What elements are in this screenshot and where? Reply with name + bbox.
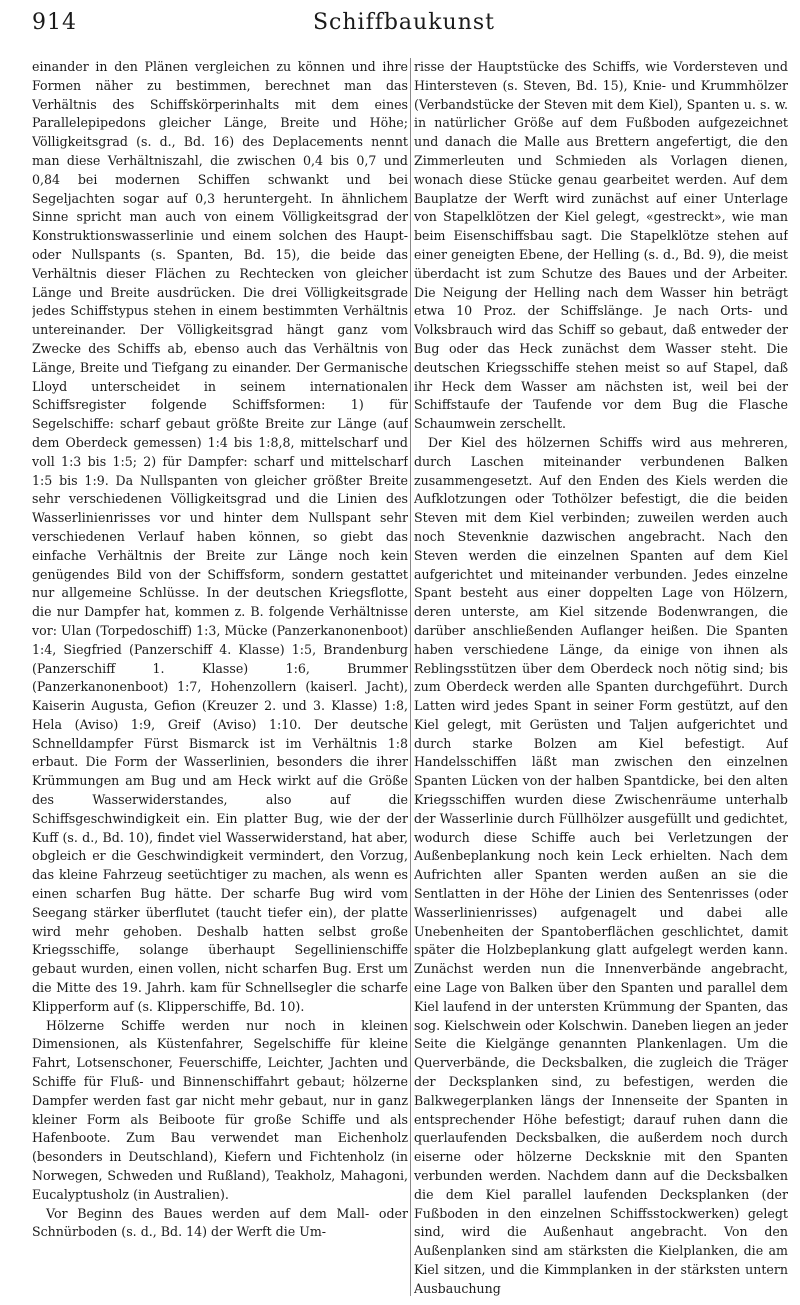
page-header bbox=[30, 4, 778, 38]
left-paragraph-3: Vor Beginn des Baues werden auf dem Mall- oder Schnürboden (s. d., Bd. 14) der Werft die Um- bbox=[32, 1205, 408, 1240]
running-title: Schiffbaukunst bbox=[312, 10, 496, 35]
right-column bbox=[414, 58, 788, 1299]
right-paragraph-1: risse der Hauptstücke des Schiffs, wie Vordersteven und Hintersteven (s. Steven, Bd. 15), Knie- und Krummhölzer (Verbandstücke der Steven mit dem Kiel), Spanten u. s. w. in natürlicher Größe auf dem Fußboden aufgezeichnet und danach die Malle aus Brettern angefertigt, die den Zimmerleuten und Schmieden als Vorlagen dienen, wonach diese Stücke genau gearbeitet werden. Auf dem Bauplatze der Werft wird zunächst auf einer Unterlage von Stapelklötzen der Kiel gelegt, «gestreckt», wie man beim Eisenschiffsbau sagt. Die Stapelklötze stehen auf einer geneigten Ebene, der Helling (s. d., Bd. 9), die meist überdacht ist zum Schutze des Baues und der Arbeiter. Die Neigung der Helling nach dem Wasser hin beträgt etwa 10 Proz. der Schiffslänge. Je nach Orts- und Volksbrauch wird das Schiff so gebaut, daß entweder der Bug oder das Heck zunächst dem Wasser steht. Die deutschen Kriegsschiffe stehen meist so auf Stapel, daß ihr Heck dem Wasser am nächsten ist, weil bei der Schiffstaufe der Taufende vor dem Bug die Flasche Schaumwein zerschellt. bbox=[414, 59, 788, 432]
page-number: 914 bbox=[32, 10, 77, 35]
left-paragraph-1: einander in den Plänen vergleichen zu können und ihre Formen näher zu bestimmen, berechnet man das Verhältnis des Schiffskörperinhalts mit dem eines Parallelepipedons gleicher Länge, Breite und Höhe; Völligkeitsgrad (s. d., Bd. 16) des Deplacements nennt man diese Verhältniszahl, die zwischen 0,4 bis 0,7 und 0,84 bei modernen Schiffen schwankt und bei Segeljachten sogar auf 0,3 heruntergeht. In ähnlichem Sinne spricht man auch von einem Völligkeitsgrad der Konstruktionswasserlinie und einem solchen des Haupt- oder Nullspants (s. Spanten, Bd. 15), die beide das Verhältnis dieser Flächen zu Rechtecken von gleicher Länge und Breite ausdrücken. Die drei Völligkeitsgrade jedes Schiffstypus stehen in einem bestimmten Verhältnis untereinander. Der Völligkeitsgrad hängt ganz vom Zwecke des Schiffs ab, ebenso auch das Verhältnis von Länge, Breite und Tiefgang zu einander. Der Germanische Lloyd unterscheidet in seinem internationalen Schiffsregister folgende Schiffsformen: 1) für Segelschiffe: scharf gebaut größte Breite zur Länge (auf dem Oberdeck gemessen) 1:4 bis 1:8,8, mittelscharf und voll 1:3 bis 1:5; 2) für Dampfer: scharf und mittelscharf 1:5 bis 1:9. Da Nullspanten von gleicher größter Breite sehr verschiedenen Völligkeitsgrad und die Linien des Wasserlinienrisses vor und hinter dem Nullspant sehr verschiedenen Verlauf haben können, so giebt das einfache Verhältnis der Breite zur Länge noch kein genügendes Bild von der Schiffsform, sondern gestattet nur allgemeine Schlüsse. In der deutschen Kriegsflotte, die nur Dampfer hat, kommen z. B. folgende Verhältnisse vor: Ulan (Torpedoschiff) 1:3, Mücke (Panzerkanonenboot) 1:4, Siegfried (Panzerschiff 4. Klasse) 1:5, Brandenburg (Panzerschiff 1. Klasse) 1:6, Brummer (Panzerkanonenboot) 1:7, Hohenzollern (kaiserl. Jacht), Kaiserin Augusta, Gefion (Kreuzer 2. und 3. Klasse) 1:8, Hela (Aviso) 1:9, Greif (Aviso) 1:10. Der deutsche Schnelldampfer Fürst Bismarck ist im Verhältnis 1:8 erbaut. Die Form der Wasserlinien, besonders die ihrer Krümmungen am Bug und am Heck wirkt auf die Größe des Wasserwiderstandes, also auf die Schiffsgeschwindigkeit ein. Ein platter Bug, wie der der Kuff (s. d., Bd. 10), findet viel Wasserwiderstand, hat aber, obgleich er die Geschwindigkeit vermindert, den Vorzug, das kleine Fahrzeug seetüchtiger zu machen, als wenn es einen scharfen Bug hätte. Der scharfe Bug wird vom Seegang stärker überflutet (taucht tiefer ein), der platte wird mehr gehoben. Deshalb hatten selbst große Kriegsschiffe, solange überhaupt Segellinienschiffe gebaut wurden, einen vollen, nicht scharfen Bug. Erst um die Mitte des 19. Jahrh. kam für Schnellsegler die scharfe Klipperform auf (s. Klipperschiffe, Bd. 10). bbox=[32, 59, 408, 1014]
right-paragraph-2: Der Kiel des hölzernen Schiffs wird aus mehreren, durch Laschen miteinander verbundenen Balken zusammengesetzt. Auf den Enden des Kiels werden die Aufklotzungen oder Tothölzer befestigt, die die beiden Steven mit dem Kiel verbinden; zuweilen werden auch noch Stevenknie dazwischen angebracht. Nach den Steven werden die einzelnen Spanten auf dem Kiel aufgerichtet und miteinander verbunden. Jedes einzelne Spant besteht aus einer doppelten Lage von Hölzern, deren unterste, am Kiel sitzende Bodenwrangen, die darüber anschließenden Auflanger heißen. Die Spanten haben verschiedene Länge, da einige von ihnen als Reblingsstützen über dem Oberdeck noch nötig sind; bis zum Oberdeck werden alle Spanten durchgeführt. Durch Latten wird jedes Spant in seiner Form gestützt, auf den Kiel gelegt, mit Gerüsten und Taljen aufgerichtet und durch starke Bolzen am Kiel befestigt. Auf Handelsschiffen läßt man zwischen den einzelnen Spanten Lücken von der halben Spantdicke, bei den alten Kriegsschiffen wurden diese Zwischenräume unterhalb der Wasserlinie durch Füllhölzer ausgefüllt und gedichtet, wodurch diese Schiffe auch bei Verletzungen der Außenbeplankung noch kein Leck erhielten. Nach dem Aufrichten aller Spanten werden außen an sie die Sentlatten in der Höhe der Linien des Sentenrisses (oder Wasserlinienrisses) aufgenagelt und dabei alle Unebenheiten der Spantoberflächen geschlichtet, damit später die Holzbeplankung glatt aufgelegt werden kann. Zunächst werden nun die Innenverbände angebracht, eine Lage von Balken über den Spanten und parallel dem Kiel laufend in der untersten Krümmung der Spanten, das sog. Kielschwein oder Kolschwin. Daneben liegen an jeder Seite die Kielgänge genannten Plankenlagen. Um die Querverbände, die Decksbalken, die zugleich die Träger der Decksplanken sind, zu befestigen, werden die Balkwegerplanken längs der Innenseite der Spanten in entsprechender Höhe befestigt; darauf ruhen dann die querlaufenden Decksbalken, die außerdem noch durch eiserne oder hölzerne Decksknie mit den Spanten verbunden werden. Nachdem dann auf die Decksbalken die dem Kiel parallel laufenden Decksplanken (der Fußboden in den einzelnen Schiffsstockwerken) gelegt sind, wird die Außenhaut angebracht. Von den Außenplanken sind am stärksten die Kielplanken, die am Kiel sitzen, und die Kimmplanken in der stärksten untern Ausbauchung bbox=[414, 434, 788, 1296]
left-paragraph-2: Hölzerne Schiffe werden nur noch in kleinen Dimensionen, als Küstenfahrer, Segelschiffe für kleine Fahrt, Lotsenschoner, Feuerschiffe, Leichter, Jachten und Schiffe für Fluß- und Binnenschiffahrt gebaut; hölzerne Dampfer werden fast gar nicht mehr gebaut, nur in ganz kleiner Form als Beiboote für große Schiffe und als Hafenboote. Zum Bau verwendet man Eichenholz (besonders in Deutschland), Kiefern und Fichtenholz (in Norwegen, Schweden und Rußland), Teakholz, Mahagoni, Eucalyptusholz (in Australien). bbox=[32, 1017, 408, 1202]
column-divider bbox=[410, 58, 411, 1296]
left-column bbox=[32, 58, 408, 1299]
